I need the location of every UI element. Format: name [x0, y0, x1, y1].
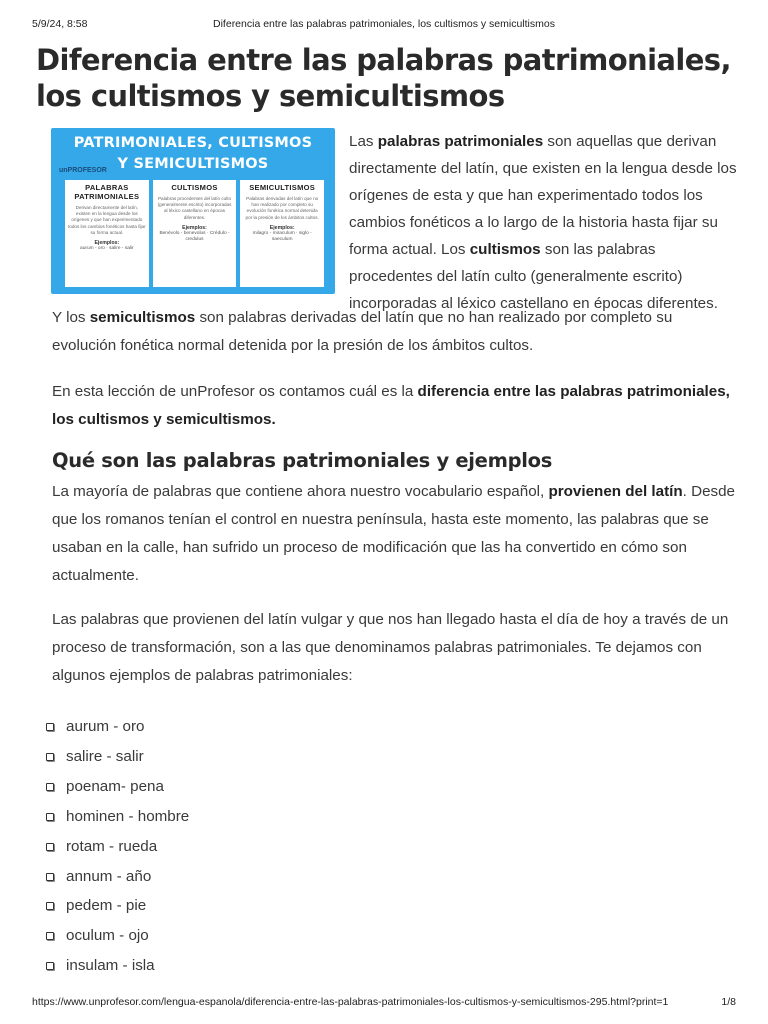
checkbox-bullet-icon [46, 843, 54, 851]
print-footer [32, 996, 736, 1010]
lesson-paragraph: En esta lección de unProfesor os contamos cuál es la diferencia entre las palabras patrimoniales, los cultismos y semicultismos. [52, 383, 730, 428]
list-item: aurum - oro [44, 712, 736, 742]
section-paragraph-1: La mayoría de palabras que contiene ahora nuestro vocabulario español, provienen del latín. Desde que los romanos tenían el control en nuestra península, hasta este momento, las palabras que se usaban en la calle, han sufrido un proceso de modificación que las ha convertido en cómo son actualmente. [52, 483, 735, 584]
infographic-title: PATRIMONIALES, CULTISMOS Y SEMICULTISMOS [73, 135, 313, 172]
intro-paragraph: Las palabras patrimoniales son aquellas que derivan directamente del latín, que existen en la lengua desde los orígenes de esta y que han experimentado todos los cambios fonéticos a lo largo de la historia hasta fijar su forma actual. Los cultismos son las palabras procedentes del latín culto (generalmente escrito) incorporadas al léxico castellano en épocas diferentes. [349, 133, 737, 312]
infographic-card-patrimoniales: PALABRAS PATRIMONIALES Derivan directamente del latín, existen en la lengua desde los orígenes y que han experimentado todos los cambios fonéticos hasta fijar su forma actual. Ejemplos: aurum - oro · salire - salir [65, 180, 149, 287]
checkbox-bullet-icon [46, 873, 54, 881]
page-url-link[interactable]: https://www.unprofesor.com/lengua-espanola/diferencia-entre-las-palabras-patrimoniales-los-cultismos-y-semicultismos-295.html?print=1 [32, 996, 669, 1008]
list-item: salire - salir [44, 742, 736, 772]
checkbox-bullet-icon [46, 813, 54, 821]
lesson-highlight: diferencia entre las palabras patrimoniales, los cultismos y semicultismos. [52, 383, 730, 428]
term-patrimoniales: palabras patrimoniales [377, 133, 544, 150]
checkbox-bullet-icon [46, 783, 54, 791]
checkbox-bullet-icon [46, 753, 54, 761]
checkbox-bullet-icon [46, 902, 54, 910]
semicultismos-paragraph: Y los semicultismos son palabras derivadas del latín que no han realizado por completo su evolución fonética normal detenida por la presión de los ámbitos cultos. [52, 309, 673, 354]
section-paragraph-2: Las palabras que provienen del latín vulgar y que nos han llegado hasta el día de hoy a través de un proceso de transformación, son a las que denominamos palabras patrimoniales. Te dejamos con algunos ejemplos de palabras patrimoniales: [52, 611, 729, 684]
infographic-cards [65, 180, 324, 287]
provienen-highlight: provienen del latín [548, 483, 683, 500]
term-cultismos: cultismos [469, 241, 541, 258]
print-date: 5/9/24, 8:58 [32, 18, 88, 30]
list-item: pedem - pie [44, 891, 736, 921]
list-item: annum - año [44, 862, 736, 892]
checkbox-bullet-icon [46, 962, 54, 970]
print-header [32, 18, 736, 32]
infographic-image [51, 128, 335, 294]
infographic-logo: unPROFESOR [59, 167, 107, 174]
list-item: hominen - hombre [44, 802, 736, 832]
examples-list [44, 712, 736, 981]
infographic-card-semicultismos: SEMICULTISMOS Palabras derivadas del latín que no han realizado por completo su evolución fonética normal detenida por la presión de los ámbitos cultos. Ejemplos: milagro - miraculum · siglo - saeculum [240, 180, 324, 287]
list-item: poenam- pena [44, 772, 736, 802]
page-number: 1/8 [721, 996, 736, 1008]
checkbox-bullet-icon [46, 932, 54, 940]
print-page-title: Diferencia entre las palabras patrimoniales, los cultismos y semicultismos [213, 18, 555, 30]
infographic-card-cultismos: CULTISMOS Palabras procedentes del latín culto (generalmente escrito) incorporadas al léxico castellano en épocas diferentes. Ejemplos: Benévolo - benevolus · Crédulo - credulus [153, 180, 237, 287]
intro-section [36, 128, 736, 314]
term-semicultismos: semicultismos [89, 309, 196, 326]
list-item: rotam - rueda [44, 832, 736, 862]
checkbox-bullet-icon [46, 723, 54, 731]
article [36, 42, 736, 981]
list-item: oculum - ojo [44, 921, 736, 951]
section-heading: Qué son las palabras patrimoniales y ejemplos [52, 449, 553, 472]
list-item: insulam - isla [44, 951, 736, 981]
article-title: Diferencia entre las palabras patrimoniales, los cultismos y semicultismos [36, 43, 731, 113]
